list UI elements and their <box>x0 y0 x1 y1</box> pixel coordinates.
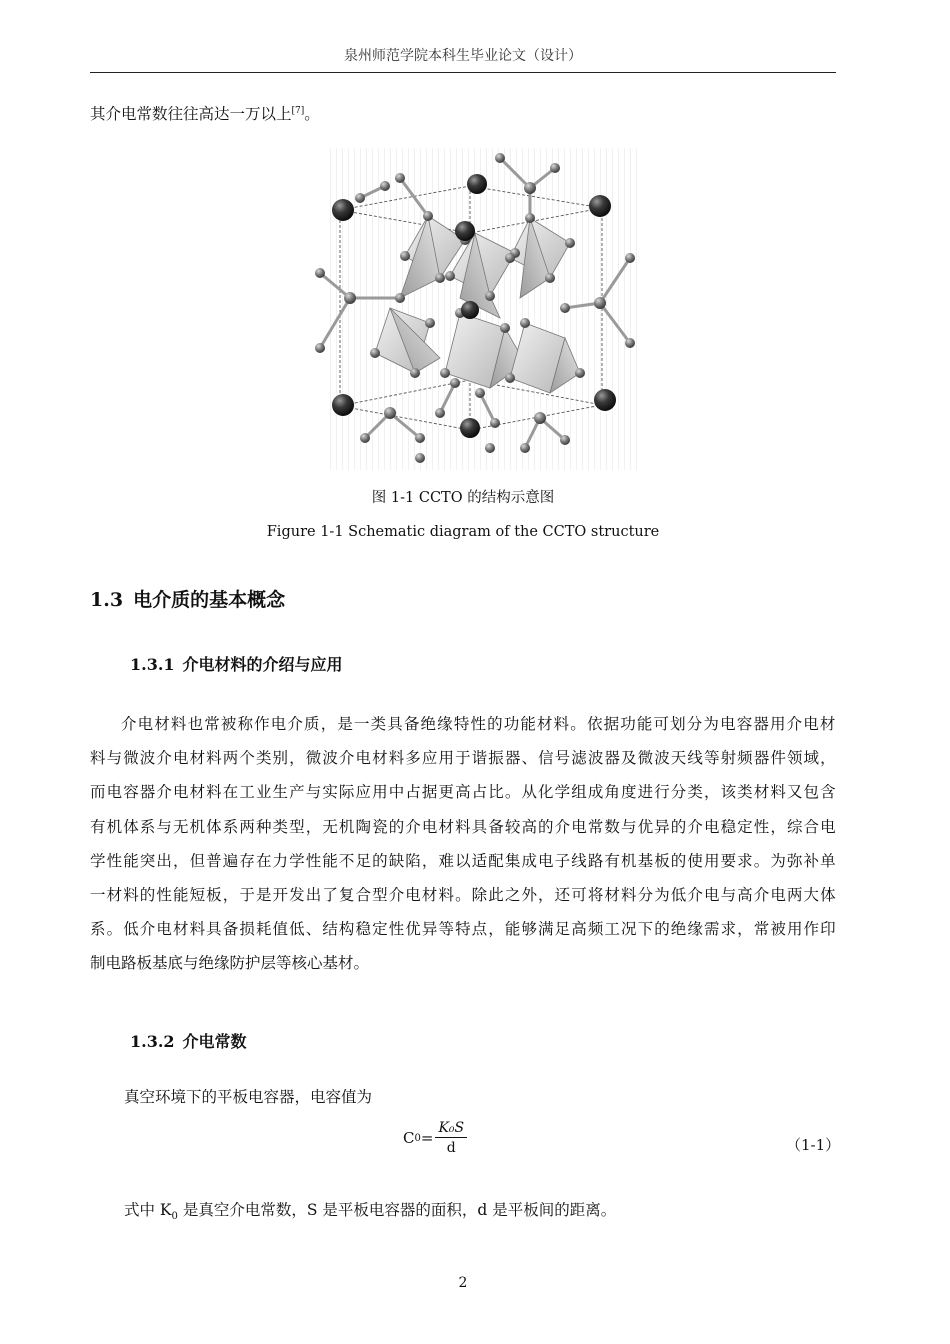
paragraph-line: 料 与 微 波 介 电 材 料 两 个 类 别 ， 微 波 介 电 材 料 多 应 用 于 谐 振 器 、 信 号 滤 波 器 及 微 波 天 线 等 射 频 器 件 领 域 ， <box>90 749 836 768</box>
section-title: 电介质的基本概念 <box>133 589 286 611</box>
where-sub: 0 <box>171 1211 178 1223</box>
eq-lhs: C <box>403 1129 415 1147</box>
equation-number: （1-1） <box>786 1136 841 1154</box>
ccto-structure-figure <box>300 148 650 470</box>
paragraph-line: 学 性 能 突 出 ， 但 普 遍 存 在 力 学 性 能 不 足 的 缺 陷 ， 难 以 适 配 集 成 电 子 线 路 有 机 基 板 的 使 用 要 求 。 为 弥 补 单 <box>90 851 836 870</box>
paragraph-line: 而 电 容 器 介 电 材 料 在 工 业 生 产 与 实 际 应 用 中 占 据 更 高 占 比 。 从 化 学 组 成 角 度 进 行 分 类 ， 该 类 材 料 又 包 含 <box>90 783 836 802</box>
paragraph-line: 介 电 材 料 也 常 被 称 作 电 介 质 ， 是 一 类 具 备 绝 缘 特 性 的 功 能 材 料 。 依 据 功 能 可 划 分 为 电 容 器 用 介 电 材 <box>121 715 836 733</box>
paragraph-line: 制电路板基底与绝缘防护层等核心基材。 <box>90 954 370 973</box>
subsection-heading-2 <box>130 1029 247 1052</box>
subsection-number-2: 1.3.2 <box>130 1032 175 1051</box>
eq-lhs-sub: 0 <box>414 1132 421 1144</box>
subsection-heading-1 <box>130 652 343 675</box>
where-line <box>124 1200 824 1227</box>
paragraph-line: 有 机 体 系 与 无 机 体 系 两 种 类 型 ， 无 机 陶 瓷 的 介 电 材 料 具 备 较 高 的 介 电 常 数 与 优 异 的 介 电 稳 定 性 ， 综 合 电 <box>90 817 836 836</box>
figure-caption-cn: 图 1-1 CCTO 的结构示意图 <box>371 490 555 506</box>
eq-denominator: d <box>446 1140 456 1156</box>
subsection-number-1: 1.3.1 <box>130 655 175 674</box>
where-text-b: 是真空介电常数，S 是平板电容器的面积，d 是平板间的距离。 <box>177 1201 617 1219</box>
where-text-a: 式中 K <box>124 1201 172 1219</box>
figure-caption-en: Figure 1-1 Schematic diagram of the CCTO structure <box>266 524 660 540</box>
paragraph-line: 一 材 料 的 性 能 短 板 ， 于 是 开 发 出 了 复 合 型 介 电 材 料 。 除 此 之 外 ， 还 可 将 材 料 分 为 低 介 电 与 高 介 电 两 大 体 <box>90 885 836 904</box>
subsection-title-1: 介电材料的介绍与应用 <box>182 655 343 674</box>
intro-line <box>90 101 836 124</box>
paragraph-line: 系 。 低 介 电 材 料 具 备 损 耗 值 低 、 结 构 稳 定 性 优 异 等 特 点 ， 能 够 满 足 高 频 工 况 下 的 绝 缘 需 求 ， 常 被 用 作 印 <box>90 920 836 939</box>
eq-fraction <box>435 1120 467 1156</box>
section-heading <box>90 585 285 612</box>
section-number: 1.3 <box>90 589 124 611</box>
capacitor-line: 真空环境下的平板电容器，电容值为 <box>124 1088 373 1106</box>
eq-numerator: K₀S <box>435 1120 467 1138</box>
body-paragraph <box>90 707 836 981</box>
citation-ref: [7] <box>291 106 305 116</box>
page-number: 2 <box>458 1275 468 1291</box>
header-rule <box>90 72 836 73</box>
running-header: 泉州师范学院本科生毕业论文（设计） <box>344 48 582 64</box>
intro-text: 其介电常数往往高达一万以上 <box>90 105 292 124</box>
subsection-title-2: 介电常数 <box>182 1032 247 1051</box>
equation <box>403 1120 467 1156</box>
eq-equals: = <box>420 1129 434 1147</box>
intro-tail: 。 <box>304 105 320 124</box>
